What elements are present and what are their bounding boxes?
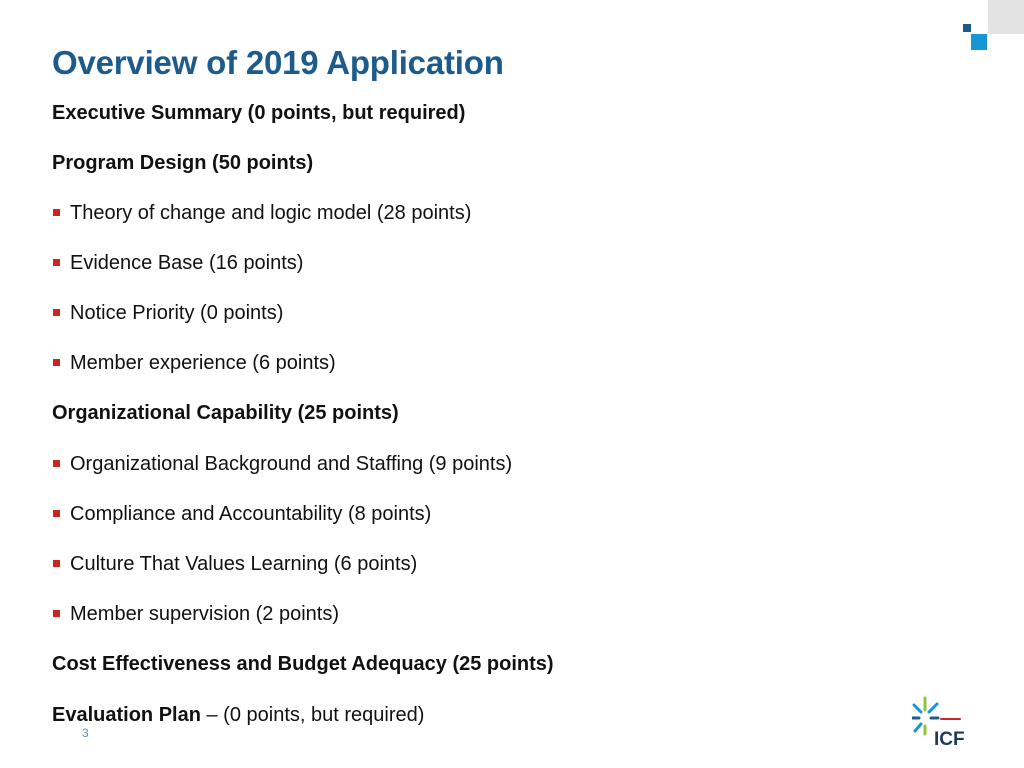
evaluation-plan-detail: – (0 points, but required): [200, 704, 425, 726]
corner-navy-square: [963, 24, 971, 32]
list-item-label: Member experience (6 points): [70, 352, 336, 374]
section-heading-program-design: Program Design (50 points): [52, 152, 314, 174]
section-heading-evaluation-plan: [52, 703, 424, 727]
bullet-square-icon: [53, 209, 60, 216]
slide-title: Overview of 2019 Application: [52, 44, 504, 81]
list-item-label: Notice Priority (0 points): [70, 302, 284, 324]
list-item-label: Compliance and Accountability (8 points): [70, 503, 432, 525]
corner-blue-square: [971, 34, 987, 50]
section-heading-cost-effectiveness: Cost Effectiveness and Budget Adequacy (25 points): [52, 653, 554, 675]
list-item-label: Member supervision (2 points): [70, 603, 339, 625]
corner-gray-square: [988, 0, 1024, 34]
page-number: 3: [82, 726, 89, 740]
icf-logo: [912, 696, 976, 748]
bullet-square-icon: [53, 259, 60, 266]
section-heading-executive-summary: Executive Summary (0 points, but required): [52, 102, 466, 124]
bullet-square-icon: [53, 510, 60, 517]
logo-text: ICF: [934, 729, 965, 748]
bullet-square-icon: [53, 610, 60, 617]
section-heading-organizational-capability: Organizational Capability (25 points): [52, 402, 399, 424]
bullet-square-icon: [53, 460, 60, 467]
bullet-square-icon: [53, 359, 60, 366]
list-item-label: Culture That Values Learning (6 points): [70, 553, 418, 575]
list-item-label: Evidence Base (16 points): [70, 252, 304, 274]
bullet-square-icon: [53, 560, 60, 567]
list-item-label: Organizational Background and Staffing (9 points): [70, 453, 513, 475]
corner-squares-decoration: [960, 0, 1024, 54]
evaluation-plan-label: Evaluation Plan: [52, 704, 201, 726]
bullet-square-icon: [53, 309, 60, 316]
list-item-label: Theory of change and logic model (28 points): [70, 202, 472, 224]
